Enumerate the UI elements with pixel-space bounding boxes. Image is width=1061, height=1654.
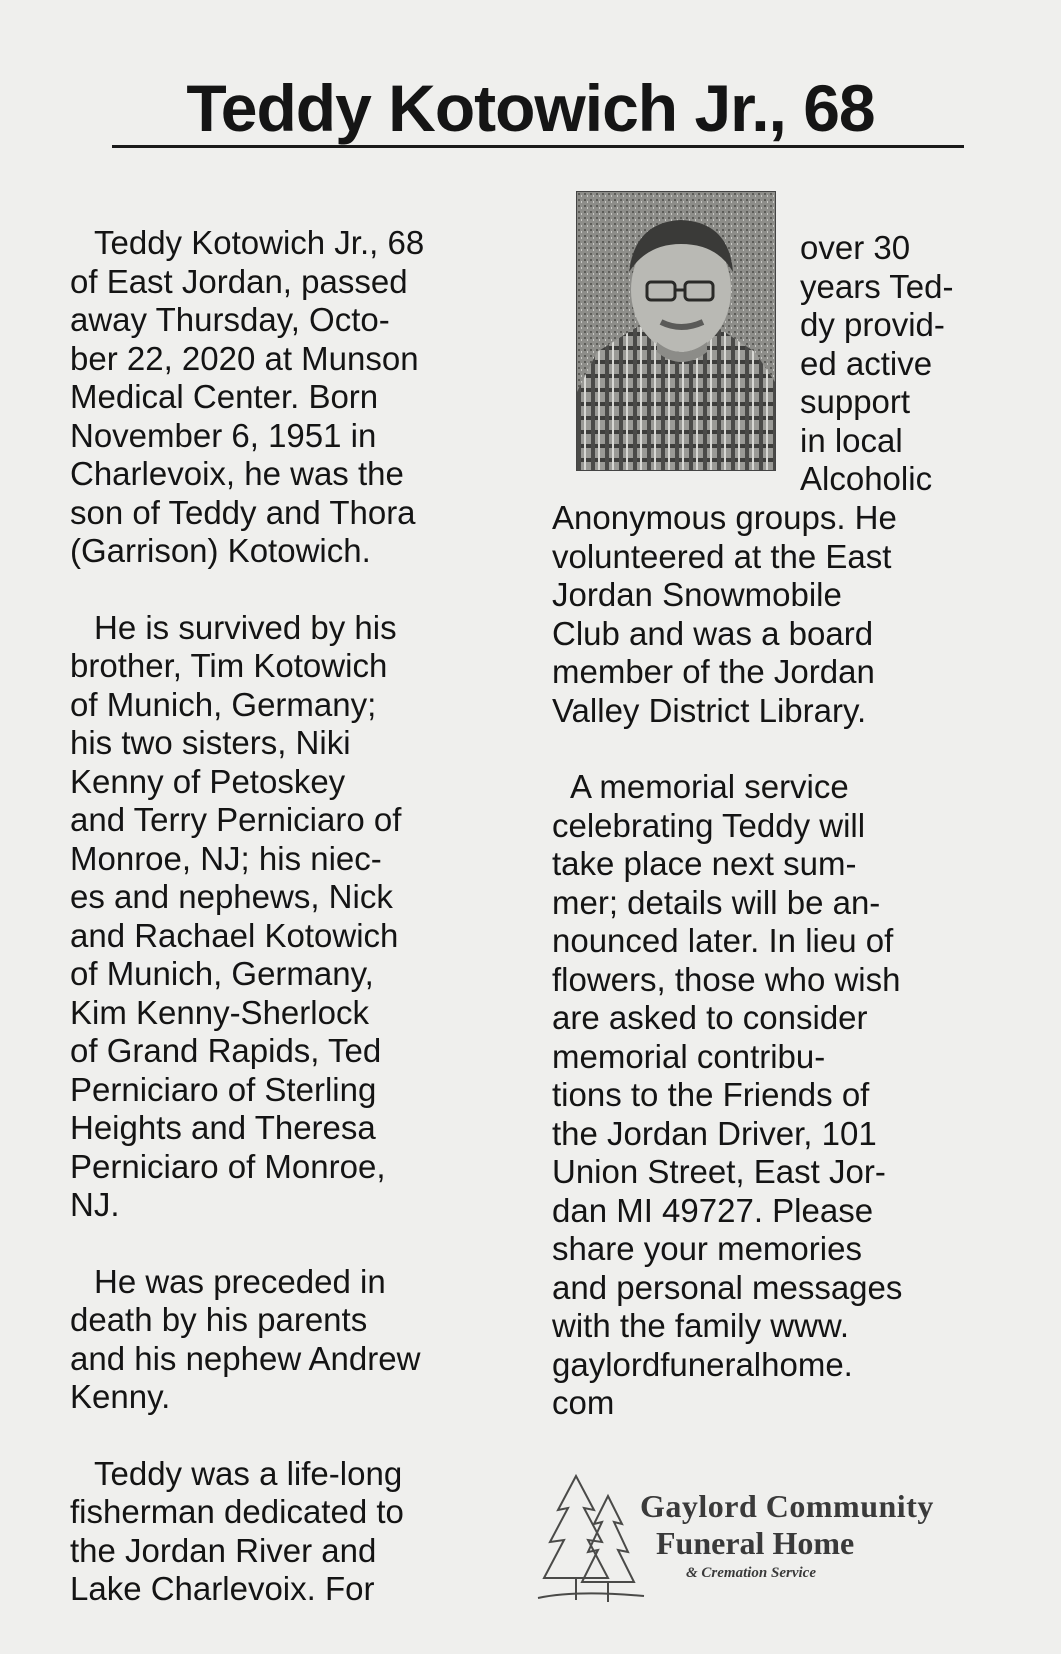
text-line: es and nephews, Nick [70,878,393,915]
text-line: Perniciaro of Sterling [70,1070,377,1108]
text-line: over 30 [800,229,911,266]
text-line: Perniciaro of Monroe, [70,1147,386,1185]
text-line: ed active [800,344,933,382]
text-line: Valley District Library. [552,691,867,729]
text-line: flowers, those who wish [552,960,901,998]
text-line: gaylordfuneralhome. [552,1345,853,1383]
left-column [70,224,510,1647]
text-line: in local [800,421,903,459]
text-line: and personal messages [552,1268,903,1306]
text-line: away Thursday, Octo- [70,301,390,338]
text-line: Kim Kenny-Sherlock [70,993,369,1031]
text-line: dan MI 49727. Please [552,1191,874,1229]
text-line: of Munich, Germany; [70,685,377,723]
text-line: Union Street, East Jor- [552,1153,886,1190]
text-line: com [552,1384,615,1421]
pine-trees-icon [536,1470,646,1610]
text-line: Alcoholic [800,460,933,497]
text-line: Kenny. [70,1378,171,1415]
text-line: Medical Center. Born [70,378,379,415]
funeral-home-logo [536,1470,1006,1610]
text-line: Heights and Theresa [70,1109,376,1146]
text-line: NJ. [70,1186,120,1223]
paragraph-memorial [552,768,1012,1423]
text-line: Teddy Kotowich Jr., 68 [94,224,425,261]
right-column [552,499,1012,1461]
text-line: and Rachael Kotowich [70,916,399,954]
text-line: November 6, 1951 in [70,416,377,454]
text-line: Kenny of Petoskey [70,762,346,800]
text-line: Monroe, NJ; his niec- [70,839,382,877]
text-line: volunteered at the East [552,537,892,575]
text-line: years Ted- [800,267,954,305]
text-line: his two sisters, Niki [70,724,351,761]
text-line: and Terry Perniciaro of [70,801,402,838]
text-line: share your memories [552,1230,862,1267]
text-line: of Grand Rapids, Ted [70,1032,382,1069]
text-line: nounced later. In lieu of [552,922,894,959]
text-line: of East Jordan, passed [70,262,408,300]
text-line: Lake Charlevoix. For [70,1570,375,1607]
text-line: of Munich, Germany, [70,955,374,992]
text-line: memorial contribu- [552,1037,826,1075]
portrait-photo [576,191,776,471]
text-line: A memorial service [570,768,849,805]
text-line: He is survived by his [94,608,397,646]
text-line: dy provid- [800,306,945,343]
paragraph-volunteer [552,499,1012,730]
text-line: fisherman dedicated to [70,1493,404,1530]
text-line: Teddy was a life-long [94,1454,403,1492]
text-line: tions to the Friends of [552,1076,870,1113]
text-line: are asked to consider [552,999,868,1036]
text-line: support [800,383,911,420]
headline-underline [112,145,964,148]
text-line: with the family www. [552,1307,850,1344]
paragraph-fisherman [70,1455,510,1609]
text-line: the Jordan River and [70,1531,377,1569]
text-line: the Jordan Driver, 101 [552,1114,877,1152]
text-line: ber 22, 2020 at Munson [70,339,419,377]
photo-wrap-text [800,229,1000,499]
paragraph-survivors [70,609,510,1225]
logo-name-line2: Funeral Home [656,1525,855,1561]
text-line: member of the Jordan [552,653,875,690]
logo-tagline: & Cremation Service [686,1565,816,1581]
text-line: mer; details will be an- [552,883,881,921]
text-line: Club and was a board [552,614,874,652]
paragraph-preceded [70,1263,510,1417]
text-line: He was preceded in [94,1262,386,1300]
text-line: Charlevoix, he was the [70,455,404,492]
obituary-headline: Teddy Kotowich Jr., 68 [186,71,875,145]
text-line: Anonymous groups. He [552,499,897,536]
text-line: (Garrison) Kotowich. [70,532,371,569]
text-line: brother, Tim Kotowich [70,647,388,684]
text-line: death by his parents [70,1301,368,1338]
paragraph-intro [70,224,510,571]
text-line: and his nephew Andrew [70,1339,421,1377]
logo-name-line1: Gaylord Community [640,1488,934,1524]
text-line: take place next sum- [552,845,857,882]
text-line: son of Teddy and Thora [70,493,416,531]
text-line: celebrating Teddy will [552,806,866,844]
text-line: Jordan Snowmobile [552,576,842,613]
